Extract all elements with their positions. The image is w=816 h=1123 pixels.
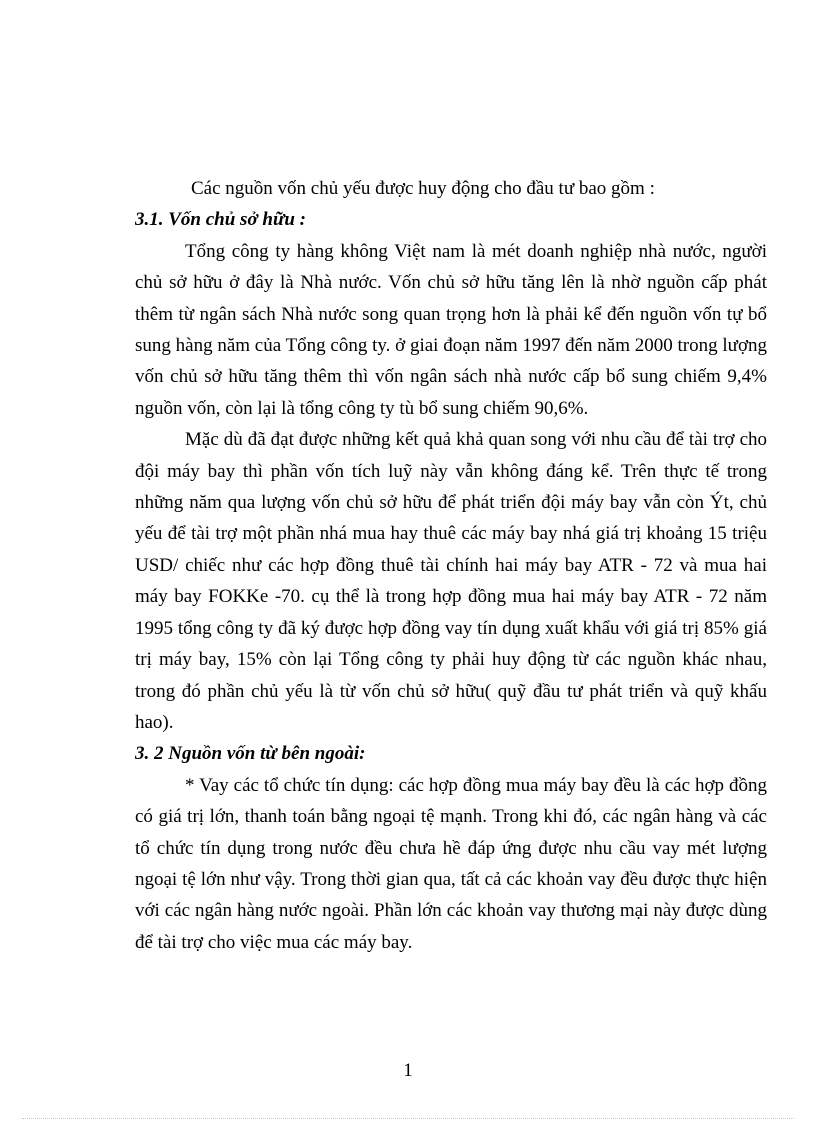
document-body — [135, 173, 767, 958]
section-heading-external-capital: 3. 2 Nguồn vốn từ bên ngoài: — [135, 743, 366, 765]
paragraph-external-capital-1: * Vay các tổ chức tín dụng: các hợp đồng mua máy bay đều là các hợp đồng có giá trị lớn, thanh toán bằng ngoại tệ mạnh. Trong khi đó, các ngân hàng và các tổ chức tín dụng trong nước đều chưa hề đáp ứng được nhu cầu vay mét lượng ngoại tệ lớn như vậy. Trong thời gian qua, tất cả các khoản vay đều được thực hiện với các ngân hàng nước ngoài. Phần lớn các khoản vay thương mại này được dùng để tài trợ cho việc mua các máy bay. — [135, 774, 767, 953]
paragraph-own-capital-1: Tổng công ty hàng không Việt nam là mét doanh nghiệp nhà nước, người chủ sở hữu ở đây là Nhà nước. Vốn chủ sở hữu tăng lên là nhờ nguồn cấp phát thêm từ ngân sách Nhà nước song quan trọng hơn là phải kể đến nguồn vốn tự bổ sung hàng năm của Tổng công ty. ở giai đoạn năm 1997 đến năm 2000 trong lượng vốn chủ sở hữu tăng thêm thì vốn ngân sách nhà nước cấp bổ sung chiếm 9,4% nguồn vốn, còn lại là tổng công ty tù bổ sung chiếm 90,6%. — [135, 240, 767, 419]
paragraph-own-capital-2: Mặc dù đã đạt được những kết quả khả quan song với nhu cầu để tài trợ cho đội máy bay thì phần vốn tích luỹ này vẫn không đáng kể. Trên thực tế trong những năm qua lượng vốn chủ sở hữu để phát triển đội máy bay vẫn còn Ýt, chủ yếu để tài trợ một phần nhá mua hay thuê các máy bay nhá giá trị khoảng 15 triệu USD/ chiếc như các hợp đồng thuê tài chính hai máy bay ATR - 72 và mua hai máy bay FOKKe -70. cụ thể là trong hợp đồng mua hai máy bay ATR - 72 năm 1995 tổng công ty đã ký được hợp đồng vay tín dụng xuất khẩu với giá trị 85% giá trị máy bay, 15% còn lại Tổng công ty phải huy động từ các nguồn khác nhau, trong đó phần chủ yếu là từ vốn chủ sở hữu( quỹ đầu tư phát triển và quỹ khấu hao). — [135, 429, 767, 733]
footer-divider — [22, 1118, 794, 1119]
page-number: 1 — [403, 1060, 413, 1081]
section-heading-own-capital: 3.1. Vốn chủ sở hữu : — [135, 209, 306, 231]
intro-line: Các nguồn vốn chủ yếu được huy động cho đầu tư bao gồm : — [191, 178, 655, 199]
